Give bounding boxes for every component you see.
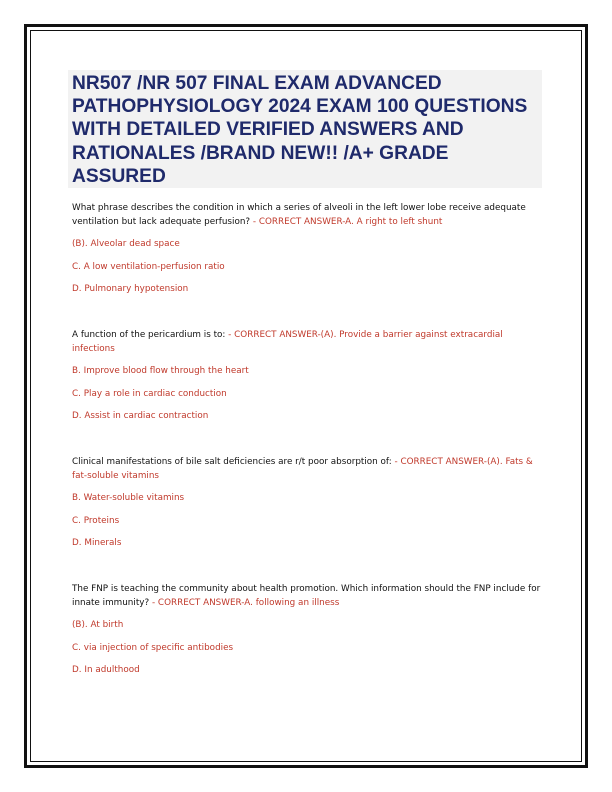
question-text: [72, 583, 547, 610]
correct-answer: - CORRECT ANSWER-(A). Provide a barrier against extracardial infections: [72, 329, 503, 354]
answer-option: B. Improve blood flow through the heart: [72, 366, 249, 377]
answer-option: C. Play a role in cardiac conduction: [72, 388, 227, 399]
answer-option: C. via injection of specific antibodies: [72, 642, 234, 653]
question-item: [72, 202, 547, 297]
answer-option: D. Assist in cardiac contraction: [72, 411, 209, 422]
question-item: [72, 329, 547, 424]
questions-list: [72, 202, 547, 687]
answer-option: C. Proteins: [72, 515, 120, 526]
answer-option: C. A low ventilation-perfusion ratio: [72, 261, 225, 272]
answer-option: D. Minerals: [72, 538, 122, 549]
answer-option: D. In adulthood: [72, 665, 140, 676]
question-text: [72, 329, 547, 356]
answer-option: (B). At birth: [72, 620, 124, 631]
question-item: [72, 583, 547, 678]
question-prompt: The FNP is teaching the community about health promotion. Which information should the FNP include for innate immunity?: [72, 583, 541, 608]
answer-option: B. Water-soluble vitamins: [72, 493, 185, 504]
question-prompt: Clinical manifestations of bile salt deficiencies are r/t poor absorption of:: [72, 456, 392, 467]
question-item: [72, 456, 547, 551]
correct-answer: - CORRECT ANSWER-A. following an illness: [149, 597, 340, 608]
correct-answer: - CORRECT ANSWER-A. A right to left shunt: [250, 216, 443, 227]
question-text: [72, 456, 547, 483]
title-block: [68, 70, 542, 188]
question-text: [72, 202, 547, 229]
question-prompt: A function of the pericardium is to:: [72, 329, 226, 340]
answer-option: (B). Alveolar dead space: [72, 239, 180, 250]
question-prompt: What phrase describes the condition in which a series of alveoli in the left lower lobe receive adequate ventilation but lack adequate perfusion?: [72, 203, 526, 227]
correct-answer: - CORRECT ANSWER-(A). Fats & fat-soluble vitamins: [72, 456, 533, 481]
answer-option: D. Pulmonary hypotension: [72, 284, 189, 295]
document-title: NR507 /NR 507 FINAL EXAM ADVANCED PATHOPHYSIOLOGY 2024 EXAM 100 QUESTIONS WITH DETAILED VERIFIED ANSWERS AND RATIONALES /BRAND NEW!! /A+ GRADE ASSURED: [72, 73, 528, 187]
